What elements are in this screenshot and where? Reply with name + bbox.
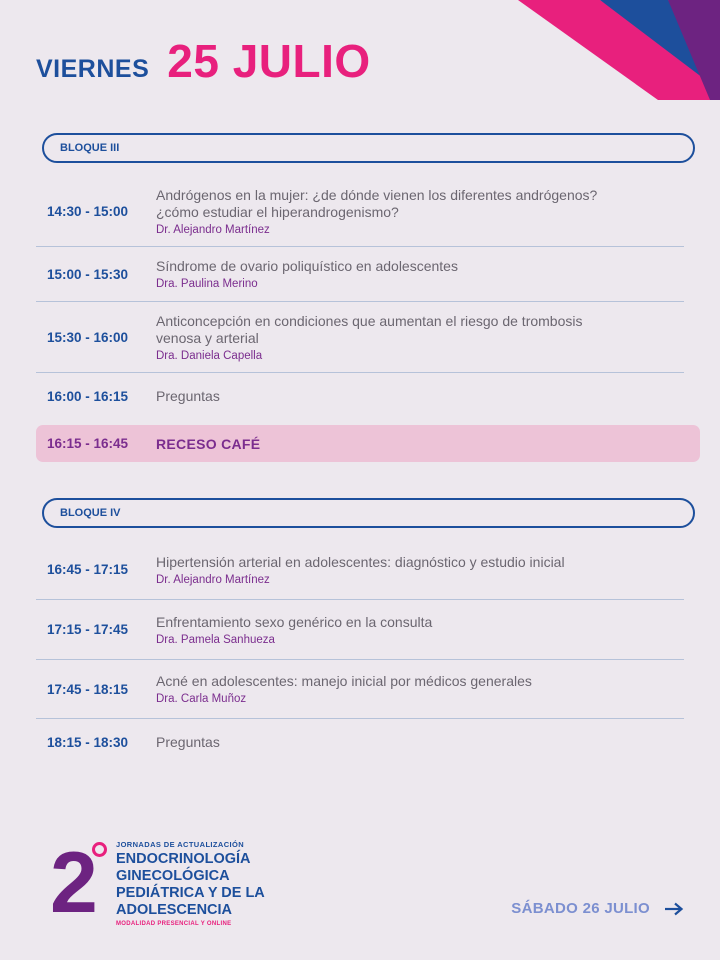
session-speaker: Dra. Daniela Capella [156, 349, 263, 362]
break-time: 16:15 - 16:45 [47, 436, 129, 451]
schedule-row [36, 373, 684, 419]
session-speaker: Dra. Carla Muñoz [156, 693, 247, 705]
session-title: venosa y arterial [156, 329, 259, 346]
session-info [156, 313, 583, 362]
session-time: 18:15 - 18:30 [47, 734, 129, 750]
session-title: ¿cómo estudiar el hiperandrogenismo? [156, 203, 399, 220]
block-iii-header: BLOQUE III [42, 133, 695, 163]
schedule-row [36, 719, 684, 765]
schedule-row [36, 302, 684, 373]
logo-line: ADOLESCENCIA [116, 902, 233, 918]
session-title: Hipertensión arterial en adolescentes: diagnóstico y estudio inicial [156, 553, 565, 570]
page-header [36, 34, 371, 88]
session-speaker: Dr. Alejandro Martínez [156, 573, 270, 586]
schedule-row [36, 176, 684, 247]
session-time: 14:30 - 15:00 [47, 203, 129, 219]
session-info [156, 673, 532, 705]
next-day-label[interactable]: SÁBADO 26 JULIO [511, 900, 650, 917]
session-time: 15:00 - 15:30 [47, 266, 129, 282]
day-label: VIERNES [36, 55, 150, 83]
logo-number: 2 [50, 835, 98, 931]
session-time: 17:45 - 18:15 [47, 681, 129, 697]
session-title: Enfrentamiento sexo genérico en la consulta [156, 613, 433, 630]
session-info [156, 258, 458, 290]
session-time: 17:15 - 17:45 [47, 622, 129, 637]
date-label: 25 JULIO [167, 35, 371, 87]
schedule-row [36, 247, 684, 302]
session-title: Preguntas [156, 387, 220, 404]
session-title: Preguntas [156, 733, 220, 750]
session-title: Síndrome de ovario poliquístico en adolescentes [156, 258, 458, 274]
session-info [156, 614, 432, 646]
arrow-right-icon[interactable] [664, 902, 684, 916]
logo-subtitle: JORNADAS DE ACTUALIZACIÓN [116, 840, 245, 849]
logo-line: GINECOLÓGICA [116, 868, 230, 884]
session-title: Andrógenos en la mujer: ¿de dónde vienen los diferentes andrógenos? [156, 186, 598, 203]
block-iv-header: BLOQUE IV [42, 498, 695, 528]
session-time: 16:45 - 17:15 [47, 562, 129, 577]
schedule-row [36, 540, 684, 600]
next-day-link[interactable] [511, 900, 684, 917]
session-title: Acné en adolescentes: manejo inicial por médicos generales [156, 673, 532, 689]
break-title: RECESO CAFÉ [156, 435, 261, 452]
schedule-row [36, 600, 684, 660]
session-time: 16:00 - 16:15 [47, 388, 129, 404]
session-speaker: Dr. Alejandro Martínez [156, 223, 270, 236]
logo-line: PEDIÁTRICA Y DE LA [116, 885, 265, 901]
session-time: 15:30 - 16:00 [47, 329, 129, 345]
schedule-row [36, 660, 684, 719]
logo-modality: MODALIDAD PRESENCIAL Y ONLINE [116, 921, 232, 927]
logo-line: ENDOCRINOLOGÍA [116, 851, 251, 867]
session-speaker: Dra. Pamela Sanhueza [156, 633, 275, 646]
degree-mark-icon [92, 842, 107, 857]
session-info [156, 388, 220, 405]
corner-stripes-decoration [410, 0, 720, 100]
session-speaker: Dra. Paulina Merino [156, 278, 258, 290]
session-info [156, 554, 565, 586]
session-info [156, 187, 597, 236]
coffee-break-row [36, 425, 700, 462]
session-info [156, 734, 220, 751]
event-logo [50, 835, 280, 933]
session-title: Anticoncepción en condiciones que aumentan el riesgo de trombosis [156, 312, 583, 329]
